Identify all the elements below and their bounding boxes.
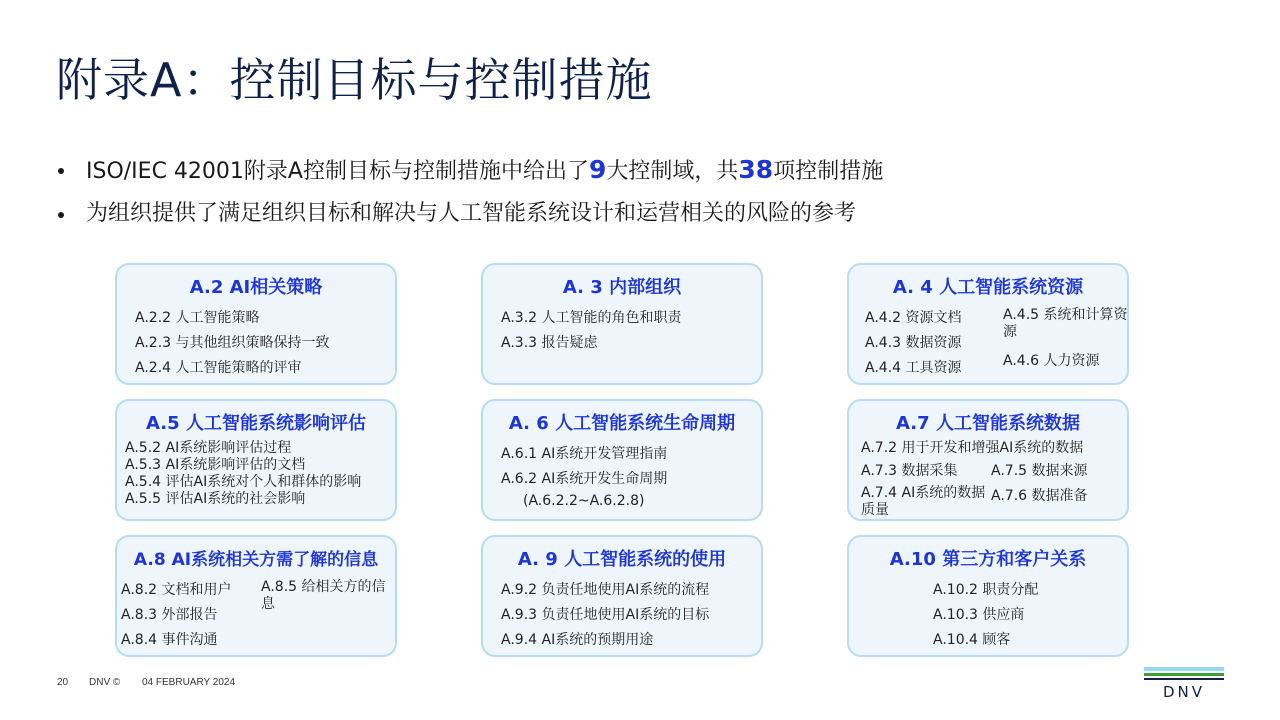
control-item: A.8.3 外部报告 <box>121 607 218 623</box>
control-item: A.7.2 用于开发和增强AI系统的数据 <box>861 440 1084 456</box>
control-item: A.8.2 文档和用户 <box>121 582 232 598</box>
footer-brand: DNV © <box>89 677 121 688</box>
control-item: A.3.3 报告疑虑 <box>501 335 598 351</box>
control-item: A.4.6 人力资源 <box>1003 353 1100 369</box>
slide-title: 附录A：控制目标与控制措施 <box>56 53 653 107</box>
page-number: 20 <box>57 677 69 688</box>
bullet-dot-icon <box>58 212 64 218</box>
control-item: A.7.6 数据准备 <box>991 488 1088 504</box>
control-item: A.5.5 评估AI系统的社会影响 <box>125 491 306 507</box>
logo-stripe <box>1144 673 1224 676</box>
control-item: A.2.2 人工智能策略 <box>135 310 260 326</box>
control-item: A.7.3 数据采集 <box>861 463 958 479</box>
control-item: A.3.2 人工智能的角色和职责 <box>501 310 682 326</box>
bullet-text: 大控制域，共 <box>606 159 739 184</box>
card-title: A.8 AI系统相关方需了解的信息 <box>133 550 379 570</box>
card-title: A.7 人工智能系统数据 <box>896 413 1080 434</box>
dnv-logo <box>1144 667 1224 705</box>
card-title: A.5 人工智能系统影响评估 <box>146 413 366 434</box>
card-title: A. 6 人工智能系统生命周期 <box>508 413 736 434</box>
control-item: A.10.4 顾客 <box>933 632 1011 648</box>
bullet-item <box>56 152 1206 196</box>
control-item: A.5.2 AI系统影响评估过程 <box>125 440 292 456</box>
logo-stripe <box>1144 678 1224 680</box>
control-card <box>847 263 1129 385</box>
control-item: A.4.2 资源文档 <box>865 310 962 326</box>
control-item: A.10.2 职责分配 <box>933 582 1039 598</box>
control-card <box>115 535 397 657</box>
control-item: A.8.5 给相关方的信息 <box>261 579 386 612</box>
control-item: A.6.1 AI系统开发管理指南 <box>501 446 668 462</box>
control-item: A.6.2 AI系统开发生命周期 <box>501 471 668 487</box>
control-item: A.10.3 供应商 <box>933 607 1025 623</box>
control-item: A.9.4 AI系统的预期用途 <box>501 632 654 648</box>
control-card <box>481 535 763 657</box>
control-card <box>115 399 397 521</box>
bullet-text: 项控制措施 <box>773 159 884 184</box>
bullet-list <box>56 152 1206 240</box>
bullet-text: ISO/IEC 42001附录A控制目标与控制措施中给出了 <box>86 159 589 184</box>
control-item: A.7.4 AI系统的数据质量 <box>861 485 986 518</box>
control-item: A.4.4 工具资源 <box>865 360 962 376</box>
bullet-dot-icon <box>58 168 64 174</box>
control-item: A.9.2 负责任地使用AI系统的流程 <box>501 582 710 598</box>
card-title: A. 3 内部组织 <box>562 277 682 298</box>
bullet-text: 为组织提供了满足组织目标和解决与人工智能系统设计和运营相关的风险的参考 <box>86 201 857 226</box>
control-item: A.5.3 AI系统影响评估的文档 <box>125 457 306 473</box>
control-item: A.4.3 数据资源 <box>865 335 962 351</box>
control-item: A.5.4 评估AI系统对个人和群体的影响 <box>125 474 362 490</box>
control-item: A.2.4 人工智能策略的评审 <box>135 360 302 376</box>
logo-stripe <box>1144 667 1224 671</box>
control-item: A.8.4 事件沟通 <box>121 632 218 648</box>
card-title: A.2 AI相关策略 <box>189 277 323 298</box>
control-card <box>481 399 763 521</box>
control-item: A.9.3 负责任地使用AI系统的目标 <box>501 607 710 623</box>
control-item: (A.6.2.2~A.6.2.8) <box>523 493 645 509</box>
control-item: A.2.3 与其他组织策略保持一致 <box>135 335 330 351</box>
control-card <box>481 263 763 385</box>
control-card <box>847 535 1129 657</box>
control-card <box>847 399 1129 521</box>
highlight-number: 9 <box>588 155 607 184</box>
card-title: A. 9 人工智能系统的使用 <box>517 549 727 570</box>
control-card <box>115 263 397 385</box>
logo-text: DNV <box>1162 683 1206 701</box>
control-item: A.4.5 系统和计算资源 <box>1003 307 1128 340</box>
card-title: A. 4 人工智能系统资源 <box>892 277 1084 298</box>
control-item: A.7.5 数据来源 <box>991 463 1088 479</box>
card-title: A.10 第三方和客户关系 <box>889 549 1087 570</box>
highlight-number: 38 <box>738 155 774 184</box>
bullet-item <box>56 196 1206 240</box>
footer-date: 04 FEBRUARY 2024 <box>142 677 236 688</box>
